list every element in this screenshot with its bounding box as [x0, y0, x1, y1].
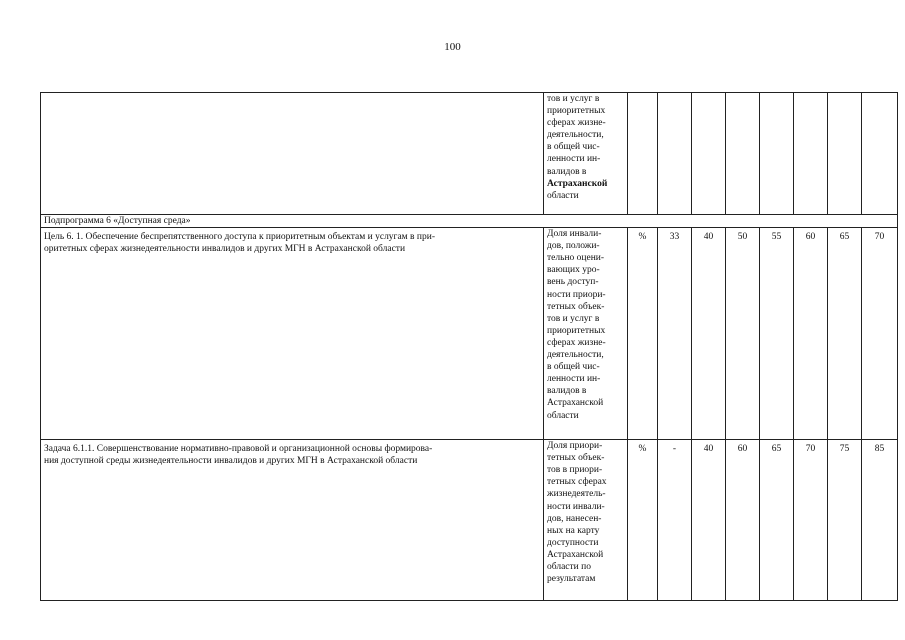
continuation-indicator-text: тов и услуг в приоритетных сферах жизне- деятельности, в общей чис- ленности ин- валидов в: [547, 94, 606, 177]
goal-value: 40: [692, 228, 726, 440]
task-value: 60: [726, 440, 760, 601]
goal-value: 33: [658, 228, 692, 440]
subprogram-row: [41, 215, 898, 228]
task-value: 85: [862, 440, 898, 601]
goal-text: Цель 6. 1. Обеспечение беспрепятственного доступа к приоритетным объектам и услугам в при- оритетных сферах жизнедеятельности инвалидов и других МГН в Астраханской области: [41, 228, 544, 440]
task-value: 70: [794, 440, 828, 601]
continuation-region-word: Астраханской: [547, 178, 608, 189]
continuation-unit-cell: [628, 93, 658, 215]
subprogram-title: Подпрограмма 6 «Доступная среда»: [41, 215, 898, 228]
continuation-value-cell: [862, 93, 898, 215]
goal-indicator-text: Доля инвали- дов, положи- тельно оцени- вающих уро- вень доступ- ности приори- тетных объек- тов и услуг в приоритетных сферах жизне- деятельности, в общей чис- ленности ин- валидов в Астраханской области: [544, 228, 628, 440]
continuation-value-cell: [726, 93, 760, 215]
continuation-value-cell: [760, 93, 794, 215]
task-value: 65: [760, 440, 794, 601]
task-row: [41, 440, 898, 601]
continuation-indicator-cell: [544, 93, 628, 215]
goal-value: 55: [760, 228, 794, 440]
page-number: 100: [444, 41, 461, 53]
task-text: Задача 6.1.1. Совершенствование нормативно-правовой и организационной основы формирова- ния доступной среды жизнедеятельности инвалидов и других МГН в Астраханской области: [41, 440, 544, 601]
goal-value: 60: [794, 228, 828, 440]
continuation-value-cell: [794, 93, 828, 215]
task-value: -: [658, 440, 692, 601]
continuation-value-cell: [828, 93, 862, 215]
continuation-value-cell: [658, 93, 692, 215]
goal-value: 70: [862, 228, 898, 440]
indicators-table: [40, 92, 898, 601]
continuation-row: [41, 93, 898, 215]
task-value: 40: [692, 440, 726, 601]
goal-unit: %: [628, 228, 658, 440]
continuation-value-cell: [692, 93, 726, 215]
task-unit: %: [628, 440, 658, 601]
continuation-goal-cell: [41, 93, 544, 215]
task-indicator-text: Доля приори- тетных объек- тов в приори- тетных сферах жизнедеятель- ности инвали- дов, нанесен- ных на карту доступности Астраханской области по результатам: [544, 440, 628, 601]
goal-row: [41, 228, 898, 440]
goal-value: 50: [726, 228, 760, 440]
goal-value: 65: [828, 228, 862, 440]
task-value: 75: [828, 440, 862, 601]
continuation-last-line: области: [547, 190, 579, 201]
